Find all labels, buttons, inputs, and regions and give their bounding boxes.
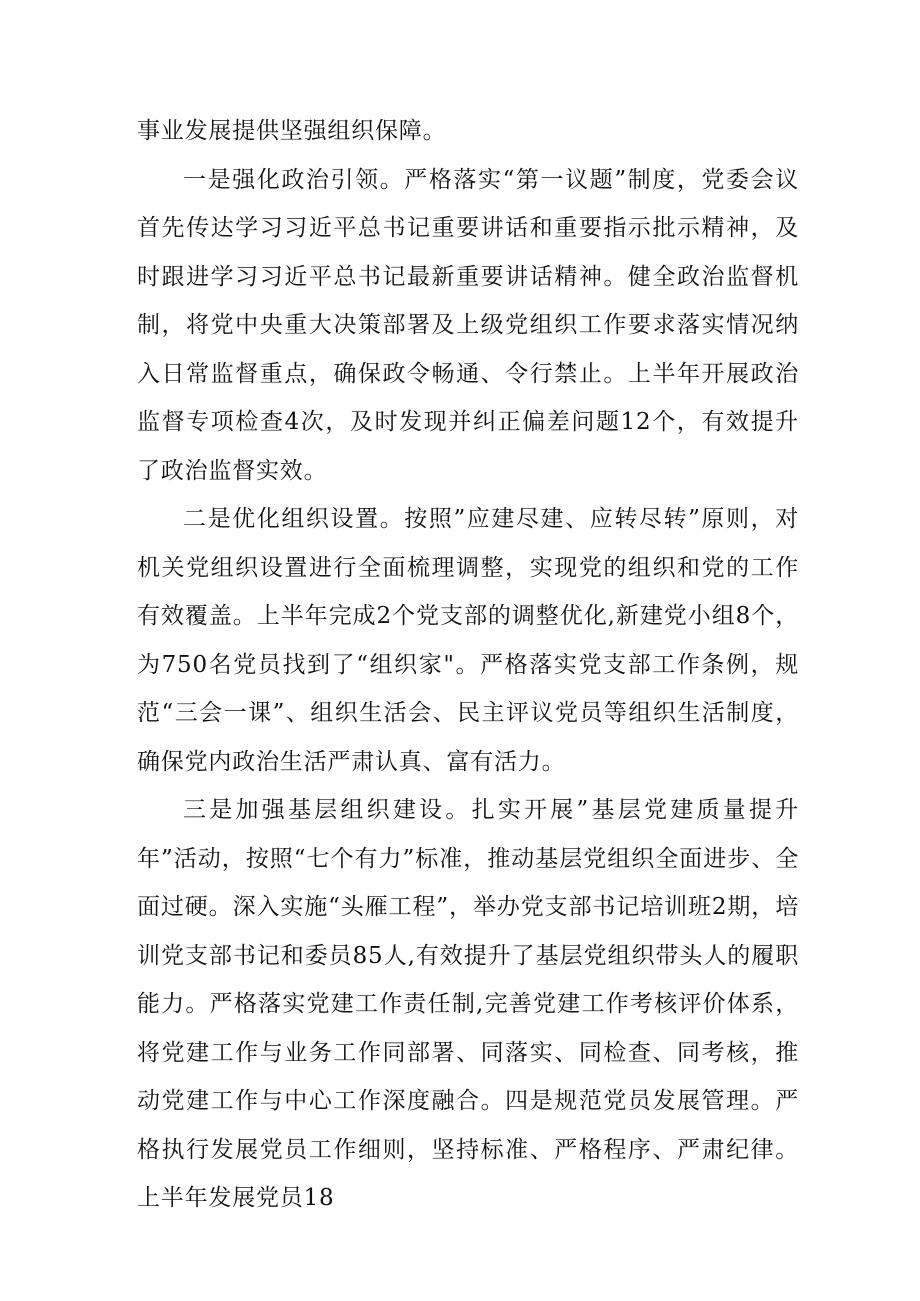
paragraph-political-leadership: 一是强化政治引领。严格落实“第一议题”制度，党委会议首先传达学习习近平总书记重要讲话和重要指示批示精神，及时跟进学习习近平总书记最新重要讲话精神。健全政治监督机制，将党中央重大决策部署及上级党组织工作要求落实情况纳入日常监督重点，确保政令畅通、令行禁止。上半年开展政治监督专项检查4次，及时发现并纠正偏差问题12个，有效提升了政治监督实效。 bbox=[137, 166, 799, 484]
paragraph-continuation: 事业发展提供坚强组织保障。 bbox=[137, 118, 447, 144]
paragraph-organization-setup: 二是优化组织设置。按照”应建尽建、应转尽转”原则，对机关党组织设置进行全面梳理调整，实现党的组织和党的工作有效覆盖。上半年完成2个党支部的调整优化,新建党小组8个，为750名党员找到了“组织家"。严格落实党支部工作条例，规范“三会一课”、组织生活会、民主评议党员等组织生活制度，确保党内政治生活严肃认真、富有活力。 bbox=[137, 506, 799, 775]
paragraph-grassroots-building: 三是加强基层组织建设。扎实开展”基层党建质量提升年”活动，按照“七个有力”标准，推动基层党组织全面进步、全面过硬。深入实施“头雁工程”，举办党支部书记培训班2期，培训党支部书记和委员85人,有效提升了基层党组织带头人的履职能力。严格落实党建工作责任制,完善党建工作考核评价体系，将党建工作与业务工作同部署、同落实、同检查、同考核，推动党建工作与中心工作深度融合。四是规范党员发展管理。严格执行发展党员工作细则，坚持标准、严格程序、严肃纪律。上半年发展党员18 bbox=[137, 797, 799, 1211]
document-body bbox=[137, 107, 799, 1223]
